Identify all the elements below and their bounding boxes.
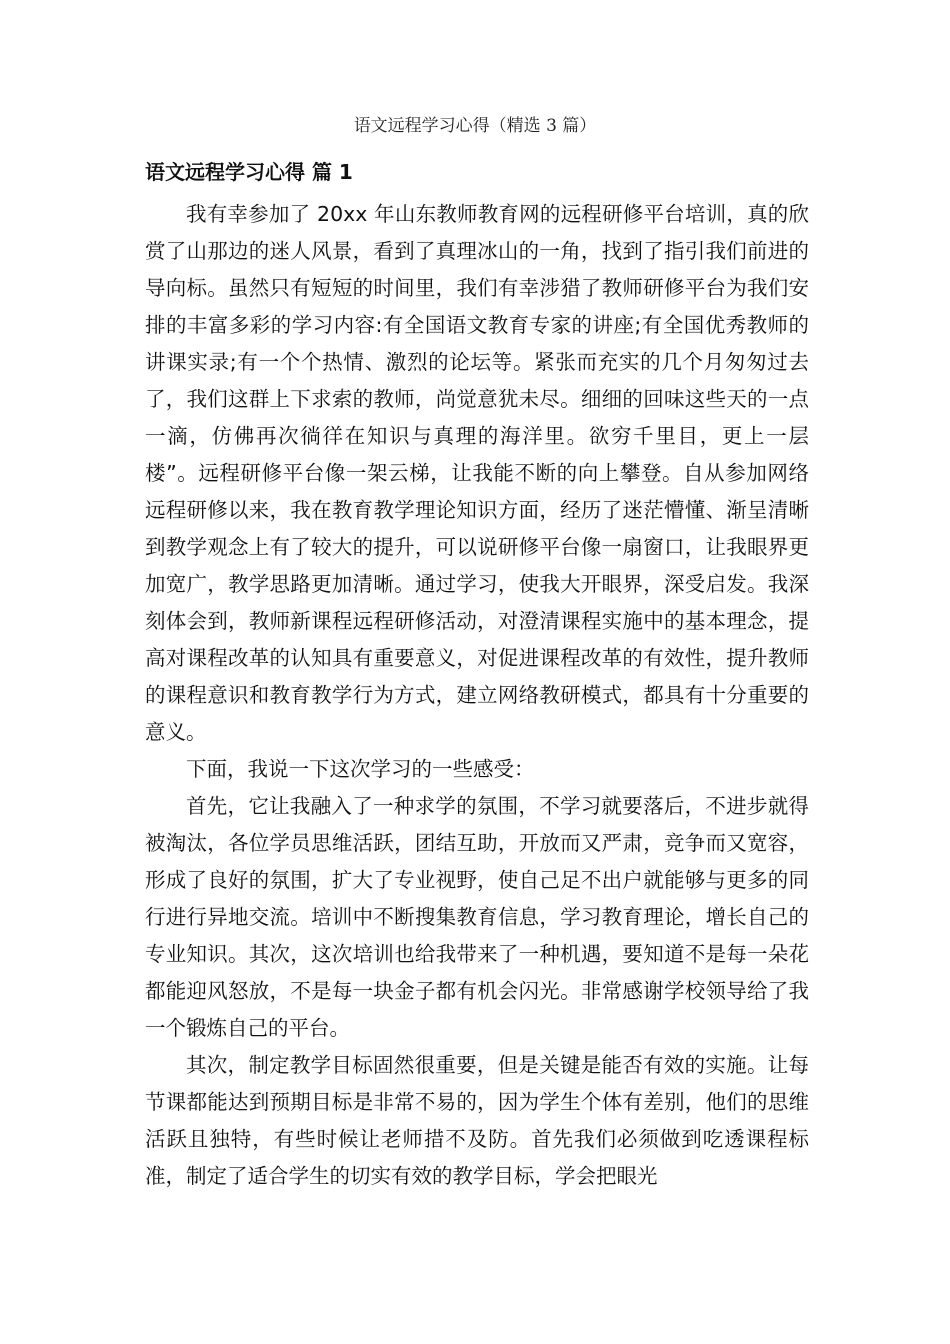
paragraph-2: 下面，我说一下这次学习的一些感受： xyxy=(186,757,535,781)
paragraph-1: 我有幸参加了 20xx 年山东教师教育网的远程研修平台培训，真的欣赏了山那边的迷人风景，看到了真理冰山的一角，找到了指引我们前进的导向标。虽然只有短短的时间里，我们有幸涉猎了教师研修平台为我们安排的丰富多彩的学习内容:有全国语文教育专家的讲座;有全国优秀教师的讲课实录;有一个个热情、激烈的论坛等。紧张而充实的几个月匆匆过去了，我们这群上下求索的教师，尚觉意犹未尽。细细的回味这些天的一点一滴，仿佛再次徜徉在知识与真理的海洋里。欲穷千里目，更上一层楼”。远程研修平台像一架云梯，让我能不断的向上攀登。自从参加网络远程研修以来，我在教育教学理论知识方面，经历了迷茫懵懂、渐呈清晰到教学观念上有了较大的提升，可以说研修平台像一扇窗口，让我眼界更加宽广，教学思路更加清晰。通过学习，使我大开眼界，深受启发。我深刻体会到，教师新课程远程研修活动，对澄清课程实施中的基本理念，提高对课程改革的认知具有重要意义，对促进课程改革的有效性，提升教师的课程意识和教育教学行为方式，建立网络教研模式，都具有十分重要的意义。 xyxy=(145,202,809,744)
body-text xyxy=(145,196,809,1195)
paragraph-4: 其次，制定教学目标固然很重要，但是关键是能否有效的实施。让每节课都能达到预期目标是非常不易的，因为学生个体有差别，他们的思维活跃且独特，有些时候让老师措不及防。首先我们必须做到吃透课程标准，制定了适合学生的切实有效的教学目标，学会把眼光 xyxy=(145,1053,809,1188)
document-title: 语文远程学习心得（精选 3 篇） xyxy=(353,116,597,136)
paragraph-3: 首先，它让我融入了一种求学的氛围，不学习就要落后，不进步就得被淘汰，各位学员思维活跃，团结互助，开放而又严肃，竞争而又宽容，形成了良好的氛围，扩大了专业视野，使自己足不出户就能够与更多的同行进行异地交流。培训中不断搜集教育信息，学习教育理论，增长自己的专业知识。其次，这次培训也给我带来了一种机遇，要知道不是每一朵花都能迎风怒放，不是每一块金子都有机会闪光。非常感谢学校领导给了我一个锻炼自己的平台。 xyxy=(145,794,809,1040)
section-heading: 语文远程学习心得 篇 1 xyxy=(145,160,353,184)
